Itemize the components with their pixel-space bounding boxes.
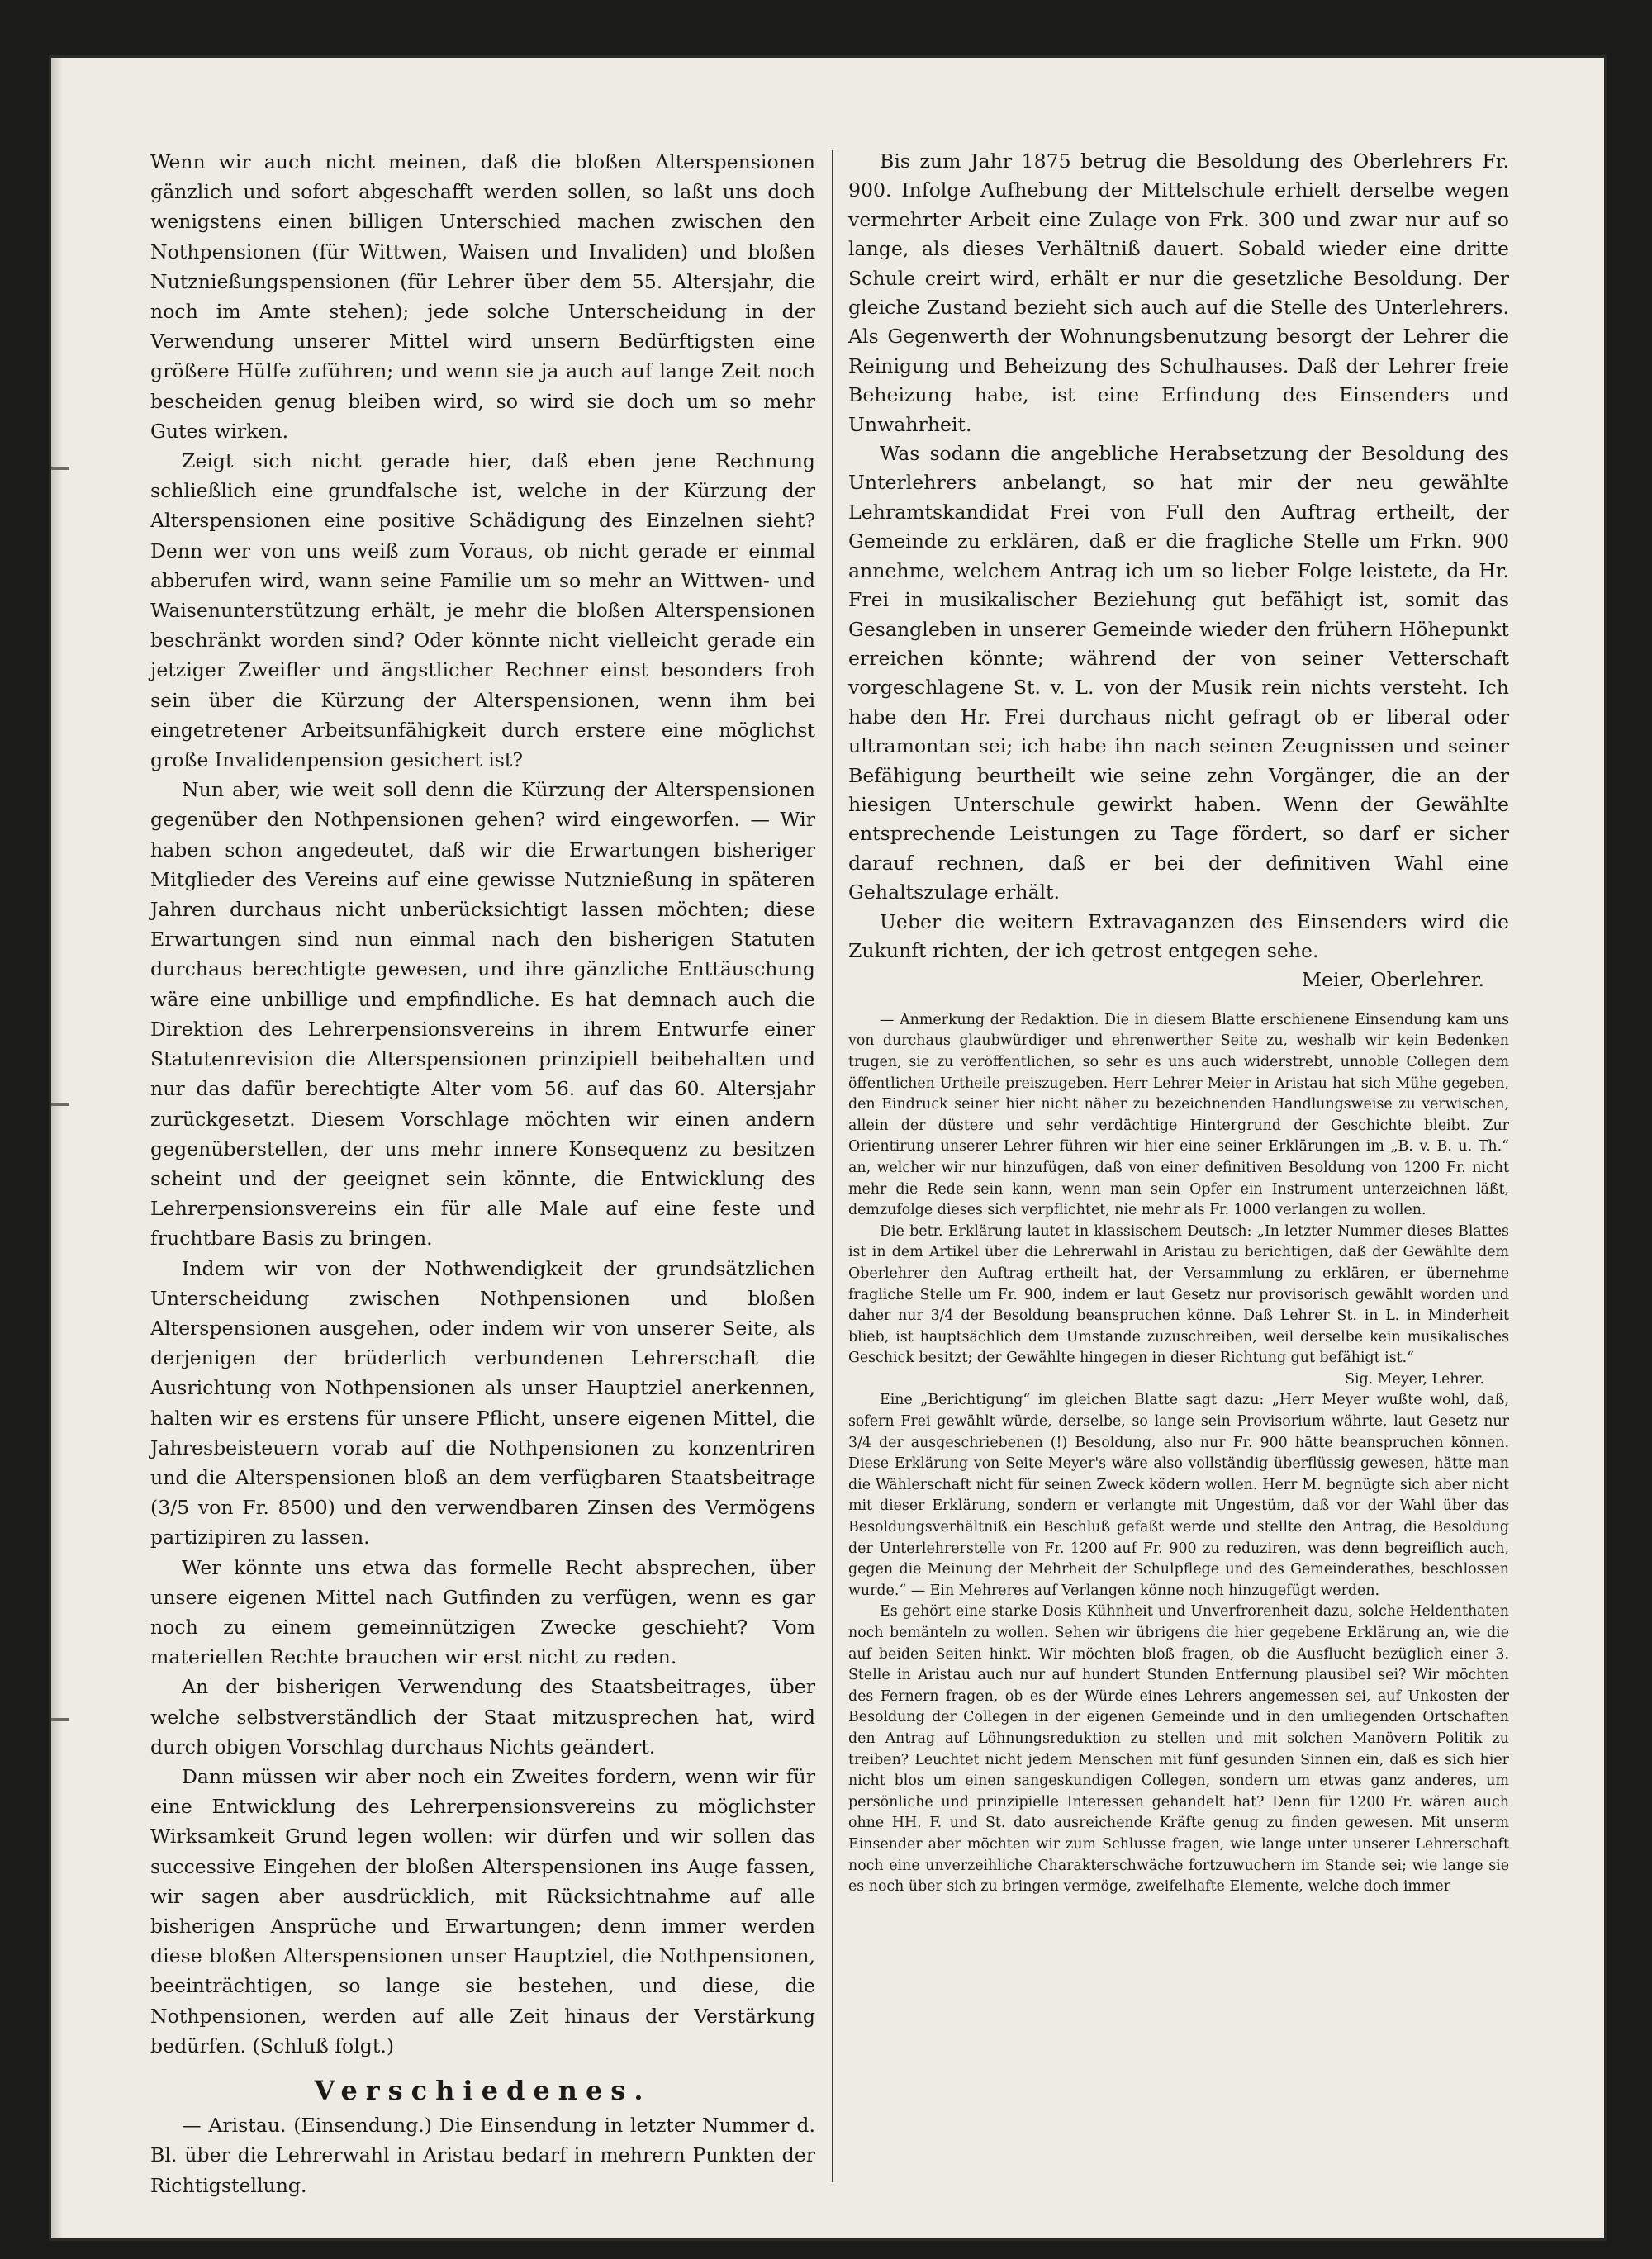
page-spine-shadow <box>51 58 63 2238</box>
section-title: Verschiedenes. <box>314 2075 652 2106</box>
left-column <box>150 147 815 2200</box>
article-paragraph: Wer könnte uns etwa das formelle Recht absprechen, über unsere eigenen Mittel nach Gutfinden zu verfügen, wenn es gar noch zu einem gemeinnützigen Zwecke geschieht? Vom materiellen Rechte brauchen wir erst nicht zu reden. <box>150 1555 815 1669</box>
newspaper-page <box>51 58 1604 2238</box>
article-paragraph: Bis zum Jahr 1875 betrug die Besoldung des Oberlehrers Fr. 900. Infolge Aufhebung der Mittelschule erhielt derselbe wegen vermehrter Arbeit eine Zulage von Frk. 300 und zwar nur auf so lange, als dieses Verhältniß dauert. Sobald wieder eine dritte Schule creirt wird, erhält er nur die gesetzliche Besoldung. Der gleiche Zustand bezieht sich auch auf die Stelle des Unterlehrers. Als Gegenwerth der Wohnungsbenutzung besorgt der Lehrer die Reinigung und Beheizung des Schulhauses. Daß der Lehrer freie Beheizung habe, ist eine Erfindung des Einsenders und Unwahrheit. <box>848 149 1509 436</box>
article-paragraph: An der bisherigen Verwendung des Staatsbeitrages, über welche selbstverständlich der Staat mitzusprechen hat, wird durch obigen Vorschlag durchaus Nichts geändert. <box>150 1675 815 1758</box>
letter-body <box>848 147 1509 995</box>
letter-signature: Meier, Oberlehrer. <box>1301 968 1484 992</box>
column-divider <box>832 150 833 2182</box>
article-paragraph: Nun aber, wie weit soll denn die Kürzung der Alterspensionen gegenüber den Nothpensionen gehen? wird eingeworfen. — Wir haben schon angedeutet, daß wir die Erwartungen bisheriger Mitglieder des Vereins auf eine gewisse Nutznießung in späteren Jahren durchaus nicht unberücksichtigt lassen möchten; diese Erwartungen sind nun einmal nach den bisherigen Statuten durchaus berechtigte gewesen, und ihre gänzliche Enttäuschung wäre eine unbillige und empfindliche. Es hat demnach auch die Direktion des Lehrerpensionsvereins in ihrem Entwurfe einer Statutenrevision die Alterspensionen prinzipiell beibehalten und nur das dafür berechtigte Alter vom 56. auf das 60. Altersjahr zurückgesetzt. Diesem Vorschlage möchten wir einen andern gegenüberstellen, der uns mehr innere Konsequenz zu besitzen scheint und der geeignet sein könnte, die Entwicklung des Lehrerpensionsvereins ein für alle Male auf eine feste und fruchtbare Basis zu bringen. <box>150 778 815 1251</box>
binding-staple <box>51 1103 69 1106</box>
article-paragraph: Indem wir von der Nothwendigkeit der grundsätzlichen Unterscheidung zwischen Nothpensionen und bloßen Alterspensionen ausgehen, oder indem wir von unserer Seite, als derjenigen der brüderlich verbundenen Lehrerschaft die Ausrichtung von Nothpensionen als unser Hauptziel anerkennen, halten wir es erstens für unsere Pflicht, unsere eigenen Mittel, die Jahresbeisteuern vorab auf die Nothpensionen zu konzentriren und die Alterspensionen bloß an dem verfügbaren Staatsbeitrage (3/5 von Fr. 8500) und den verwendbaren Zinsen des Vermögens partizipiren zu lassen. <box>150 1256 815 1550</box>
binding-staple <box>51 467 69 470</box>
right-column <box>848 147 1509 1898</box>
article-paragraph: Dann müssen wir aber noch ein Zweites fordern, wenn wir für eine Entwicklung des Lehrerpensionsvereins zu möglichster Wirksamkeit Grund legen wollen: wir dürfen und wir sollen das successive Eingehen der bloßen Alterspensionen ins Auge fassen, wir sagen aber ausdrücklich, mit Rücksichtnahme auf alle bisherigen Ansprüche und Erwartungen; denn immer werden diese bloßen Alterspensionen unser Hauptziel, die Nothpensionen, beeinträchtigen, so lange sie bestehen, und diese, die Nothpensionen, werden auf alle Zeit hinaus der Verstärkung bedürfen. (Schluß folgt.) <box>150 1764 815 2057</box>
article-paragraph: — Aristau. (Einsendung.) Die Einsendung in letzter Nummer d. Bl. über die Lehrerwahl in Aristau bedarf in mehrern Punkten der Richtigstellung. <box>150 2114 815 2197</box>
binding-staple <box>51 1718 69 1721</box>
editorial-paragraph: Die betr. Erklärung lautet in klassischem Deutsch: „In letzter Nummer dieses Blattes ist in dem Artikel über die Lehrerwahl in Aristau zu berichtigen, daß der Gewählte dem Oberlehrer den Auftrag ertheilt hat, der Versammlung zu erklären, er übernehme fragliche Stelle um Fr. 900, indem er laut Gesetz nur provisorisch gewählt worden und daher nur 3/4 der Besoldung beanspruchen könne. Daß Lehrer St. in L. in Minderheit blieb, ist hauptsächlich dem Umstande zuzuschreiben, weil derselbe kein musikalisches Geschick besitzt; der Gewählte hingegen in dieser Richtung gut befähigt ist.“ <box>848 1222 1509 1367</box>
editorial-note <box>848 1010 1509 1898</box>
article-paragraph: Ueber die weitern Extravaganzen des Einsenders wird die Zukunft richten, der ich getrost entgegen sehe. <box>848 909 1509 962</box>
article-paragraph: Wenn wir auch nicht meinen, daß die bloßen Alterspensionen gänzlich und sofort abgeschafft werden sollen, so laßt uns doch wenigstens einen billigen Unterschied machen zwischen den Nothpensionen (für Wittwen, Waisen und Invaliden) und bloßen Nutznießungspensionen (für Lehrer über dem 55. Altersjahr, die noch im Amte stehen); jede solche Unterscheidung in der Verwendung unserer Mittel wird unsern Bedürftigsten eine größere Hülfe zuführen; und wenn sie ja auch auf lange Zeit noch bescheiden genug bleiben wird, so wird sie doch um so mehr Gutes wirken. <box>150 150 815 443</box>
article-paragraph: Was sodann die angebliche Herabsetzung der Besoldung des Unterlehrers anbelangt, so hat mir der neu gewählte Lehramtskandidat Frei von Full den Auftrag ertheilt, der Gemeinde zu erklären, daß er die fragliche Stelle um Frkn. 900 annehme, welchem Antrag ich um so lieber Folge leistete, da Hr. Frei in musikalischer Beziehung gut befähigt ist, somit das Gesangleben in unserer Gemeinde wieder den frühern Höhepunkt erreichen könnte; während der von seiner Vetterschaft vorgeschlagene St. v. L. von der Musik rein nichts versteht. Ich habe den Hr. Frei durchaus nicht gefragt ob er liberal oder ultramontan sei; ich habe ihn nach seinen Zeugnissen und seiner Befähigung beurtheilt wie seine zehn Vorgänger, die an der hiesigen Unterschule gewirkt haben. Wenn der Gewählte entsprechende Leistungen zu Tage fördert, so darf er sicher darauf rechnen, daß er bei der definitiven Wahl eine Gehaltszulage erhält. <box>848 442 1509 904</box>
quote-signature: Sig. Meyer, Lehrer. <box>1345 1370 1484 1388</box>
editorial-paragraph: — Anmerkung der Redaktion. Die in diesem Blatte erschienene Einsendung kam uns von durchaus glaubwürdiger und ehrenwerther Seite zu, weshalb wir kein Bedenken trugen, sie zu veröffentlichen, so sehr es uns auch widerstrebt, unnoble Collegen dem öffentlichen Urtheile preiszugeben. Herr Lehrer Meier in Aristau hat sich Mühe gegeben, den Eindruck seiner hier nicht näher zu bezeichnenden Handlungsweise zu verwischen, allein der düstere und sehr verdächtige Hintergrund der Geschichte bleibt. Zur Orientirung unserer Lehrer führen wir hier eine seiner Erklärungen im „B. v. B. u. Th.“ an, welcher wir nur hinzufügen, daß von einer definitiven Besoldung von 1200 Fr. nicht mehr die Rede sein kann, wenn man sein Opfer ein Instrument unterzeichnen läßt, demzufolge dieses sich verpflichtet, nie mehr als Fr. 1000 verlangen zu wollen. <box>848 1011 1509 1219</box>
editorial-paragraph: Eine „Berichtigung“ im gleichen Blatte sagt dazu: „Herr Meyer wußte wohl, daß, sofern Frei gewählt würde, derselbe, so lange sein Provisorium währte, laut Gesetz nur 3/4 der ausgeschriebenen (!) Besoldung, also nur Fr. 900 hätte beanspruchen können. Diese Erklärung von Seite Meyer's wäre also vollständig überflüssig gewesen, hätte man die Wählerschaft nicht für seinen Zweck ködern wollen. Herr M. begnügte sich aber nicht mit dieser Erklärung, sondern er verlangte mit Ungestüm, daß vor der Wahl über das Besoldungsverhältniß ein Beschluß gefaßt werde und stellte den Antrag, die Besoldung der Unterlehrerstelle von Fr. 1200 auf Fr. 900 zu reduziren, was denn begreiflich auch, gegen die Meinung der Mehrheit der Schulpflege und des Gemeinderathes, beschlossen wurde.“ — Ein Mehreres auf Verlangen könne noch hinzugefügt werden. <box>848 1392 1509 1599</box>
editorial-paragraph: Es gehört eine starke Dosis Kühnheit und Unverfrorenheit dazu, solche Heldenthaten noch bemänteln zu wollen. Sehen wir übrigens die hier gegebene Erklärung an, wie die auf beiden Seiten hinkt. Wir möchten bloß fragen, ob die Ausflucht bezüglich einer 3. Stelle in Aristau auch nur auf hundert Stunden Entfernung plausibel sei? Wir möchten des Fernern fragen, ob es der Würde eines Lehrers angemessen sei, auf Unkosten der Besoldung der Collegen in der eigenen Gemeinde und in den umliegenden Ortschaften den Antrag auf Löhnungsreduktion zu stellen und mit solchen Manövern Politik zu treiben? Leuchtet nicht jedem Menschen mit fünf gesunden Sinnen ein, daß es sich hier nicht blos um einen sangeskundigen Collegen, sondern um etwas ganz anderes, um persönliche und prinzipielle Interessen gehandelt hat? Denn für 1200 Fr. wären auch ohne HH. F. und St. dato ausreichende Kräfte genug zu finden gewesen. Mit unserm Einsender aber möchten wir zum Schlusse fragen, wie lange unter unserer Lehrerschaft noch eine unverzeihliche Charakterschwäche fortzuwuchern im Stande sei; wie lange sie es noch über sich zu bringen vermöge, zweifelhafte Elemente, welche doch immer <box>848 1603 1509 1896</box>
article-paragraph: Zeigt sich nicht gerade hier, daß eben jene Rechnung schließlich eine grundfalsche ist, welche in der Kürzung der Alterspensionen eine positive Schädigung des Einzelnen sieht? Denn wer von uns weiß zum Voraus, ob nicht gerade er einmal abberufen wird, wann seine Familie um so mehr an Wittwen- und Waisenunterstützung erhält, je mehr die bloßen Alterspensionen beschränkt worden sind? Oder könnte nicht vielleicht gerade ein jetziger Zweifler und ängstlicher Rechner einst besonders froh sein über die Kürzung der Alterspensionen, wenn ihm bei eingetretener Arbeitsunfähigkeit durch erstere eine möglichst große Invalidenpension gesichert ist? <box>150 449 815 772</box>
